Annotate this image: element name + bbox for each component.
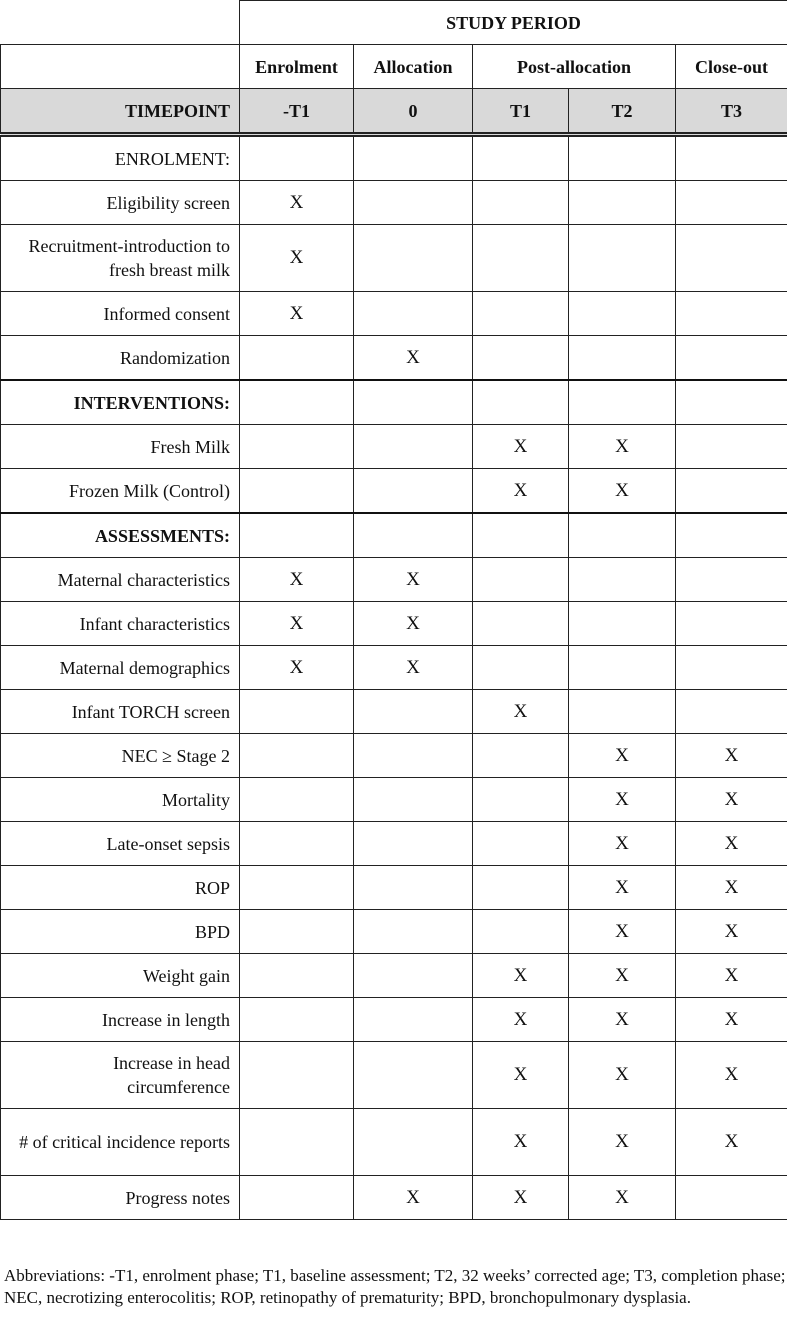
table-row [1,225,787,292]
table-row [1,998,787,1042]
x-mark: X [569,469,676,514]
empty-cell [354,998,473,1042]
empty-cell [676,558,787,602]
empty-cell [354,1109,473,1176]
row-label: Increase in head circumference [1,1042,240,1109]
empty-cell [240,910,354,954]
x-mark: X [473,998,569,1042]
empty-cell [354,135,473,181]
section-row-assessments [1,513,787,558]
row-label: Frozen Milk (Control) [1,469,240,514]
table-row [1,822,787,866]
section-row-enrolment [1,135,787,181]
empty-cell [240,998,354,1042]
empty-cell [354,225,473,292]
x-mark: X [240,181,354,225]
empty-cell [473,866,569,910]
corner-cell [1,1,240,45]
empty-cell [569,513,676,558]
x-mark: X [569,1109,676,1176]
empty-cell [676,181,787,225]
empty-cell [240,1176,354,1220]
table-row [1,558,787,602]
phase-row [1,45,787,89]
empty-cell [240,425,354,469]
row-label: Maternal demographics [1,646,240,690]
x-mark: X [240,225,354,292]
table-row [1,1176,787,1220]
empty-cell [354,866,473,910]
x-mark: X [240,292,354,336]
empty-cell [569,690,676,734]
empty-cell [354,822,473,866]
empty-cell [676,646,787,690]
x-mark: X [676,866,787,910]
x-mark: X [676,822,787,866]
empty-cell [473,778,569,822]
timepoint-t1: T1 [473,89,569,135]
empty-cell [569,292,676,336]
empty-cell [473,602,569,646]
empty-cell [676,1176,787,1220]
study-period-row [1,1,787,45]
abbreviations-footnote: Abbreviations: -T1, enrolment phase; T1, baseline assessment; T2, 32 weeks’ corrected age; T3, completion phase; NEC, necrotizing enterocolitis; ROP, retinopathy of prematurity; BPD, bronchopulmonary dysplasia. [4,1266,786,1307]
row-label: Infant TORCH screen [1,690,240,734]
section-label-assessments: ASSESSMENTS: [1,513,240,558]
x-mark: X [473,1176,569,1220]
empty-cell [569,135,676,181]
x-mark: X [569,734,676,778]
empty-cell [354,380,473,425]
x-mark: X [240,602,354,646]
table-row [1,866,787,910]
x-mark: X [676,734,787,778]
empty-cell [473,336,569,381]
timepoint-t2: T2 [569,89,676,135]
x-mark: X [354,646,473,690]
empty-cell [354,469,473,514]
x-mark: X [473,954,569,998]
empty-cell [240,734,354,778]
x-mark: X [569,998,676,1042]
empty-cell [354,734,473,778]
table-row [1,181,787,225]
row-label: Randomization [1,336,240,381]
row-label: Increase in length [1,998,240,1042]
empty-cell [569,646,676,690]
empty-cell [473,225,569,292]
row-label: Recruitment-introduction to fresh breast milk [1,225,240,292]
empty-cell [676,380,787,425]
phase-enrolment: Enrolment [240,45,354,89]
phase-close-out: Close-out [676,45,787,89]
empty-cell [240,866,354,910]
timepoint-label: TIMEPOINT [1,89,240,135]
empty-cell [354,778,473,822]
row-label: Fresh Milk [1,425,240,469]
empty-cell [240,135,354,181]
empty-cell [569,380,676,425]
empty-cell [354,690,473,734]
empty-cell [240,690,354,734]
x-mark: X [240,558,354,602]
empty-cell [354,292,473,336]
x-mark: X [354,558,473,602]
x-mark: X [473,469,569,514]
empty-cell [676,690,787,734]
row-label: NEC ≥ Stage 2 [1,734,240,778]
empty-cell [473,734,569,778]
empty-cell [473,646,569,690]
row-label: Informed consent [1,292,240,336]
empty-cell [240,380,354,425]
row-label: Eligibility screen [1,181,240,225]
table-row [1,778,787,822]
table-row [1,646,787,690]
row-label: Weight gain [1,954,240,998]
x-mark: X [354,336,473,381]
empty-cell [676,336,787,381]
table-row [1,910,787,954]
empty-cell [473,513,569,558]
empty-cell [354,1042,473,1109]
x-mark: X [569,1176,676,1220]
x-mark: X [569,910,676,954]
table-row [1,336,787,381]
x-mark: X [354,1176,473,1220]
row-label: # of critical incidence reports [1,1109,240,1176]
x-mark: X [473,1109,569,1176]
empty-cell [676,469,787,514]
row-label: Maternal characteristics [1,558,240,602]
empty-cell [240,469,354,514]
table-row [1,690,787,734]
study-period-header: STUDY PERIOD [240,1,787,45]
empty-cell [240,1042,354,1109]
row-label: BPD [1,910,240,954]
empty-cell [569,181,676,225]
empty-cell [354,954,473,998]
x-mark: X [240,646,354,690]
empty-cell [676,292,787,336]
x-mark: X [676,954,787,998]
timepoint-row [1,89,787,135]
phase-label-blank [1,45,240,89]
empty-cell [473,910,569,954]
x-mark: X [569,1042,676,1109]
table-row [1,292,787,336]
x-mark: X [569,822,676,866]
row-label: Progress notes [1,1176,240,1220]
x-mark: X [473,1042,569,1109]
empty-cell [676,513,787,558]
row-label: Mortality [1,778,240,822]
x-mark: X [676,1109,787,1176]
row-label: Infant characteristics [1,602,240,646]
table-row [1,602,787,646]
empty-cell [569,558,676,602]
empty-cell [473,380,569,425]
empty-cell [676,135,787,181]
empty-cell [473,292,569,336]
section-label-enrolment: ENROLMENT: [1,135,240,181]
section-row-interventions [1,380,787,425]
empty-cell [676,425,787,469]
table-row [1,954,787,998]
table-row [1,425,787,469]
x-mark: X [676,910,787,954]
x-mark: X [569,954,676,998]
x-mark: X [569,866,676,910]
table-row [1,734,787,778]
empty-cell [473,135,569,181]
empty-cell [569,225,676,292]
x-mark: X [676,778,787,822]
empty-cell [473,822,569,866]
row-label: Late-onset sepsis [1,822,240,866]
empty-cell [569,336,676,381]
empty-cell [354,910,473,954]
x-mark: X [473,425,569,469]
timepoint-t-minus-1: -T1 [240,89,354,135]
empty-cell [676,602,787,646]
x-mark: X [569,425,676,469]
table-row [1,1109,787,1176]
phase-allocation: Allocation [354,45,473,89]
section-label-interventions: INTERVENTIONS: [1,380,240,425]
empty-cell [354,425,473,469]
empty-cell [473,558,569,602]
phase-post-allocation: Post-allocation [473,45,676,89]
x-mark: X [354,602,473,646]
x-mark: X [676,1042,787,1109]
empty-cell [240,513,354,558]
x-mark: X [473,690,569,734]
empty-cell [240,778,354,822]
row-label: ROP [1,866,240,910]
empty-cell [354,513,473,558]
empty-cell [240,336,354,381]
empty-cell [473,181,569,225]
empty-cell [240,822,354,866]
empty-cell [354,181,473,225]
empty-cell [240,1109,354,1176]
empty-cell [240,954,354,998]
table-row [1,1042,787,1109]
x-mark: X [676,998,787,1042]
timepoint-t3: T3 [676,89,787,135]
empty-cell [676,225,787,292]
x-mark: X [569,778,676,822]
table-row [1,469,787,514]
timepoint-0: 0 [354,89,473,135]
empty-cell [569,602,676,646]
